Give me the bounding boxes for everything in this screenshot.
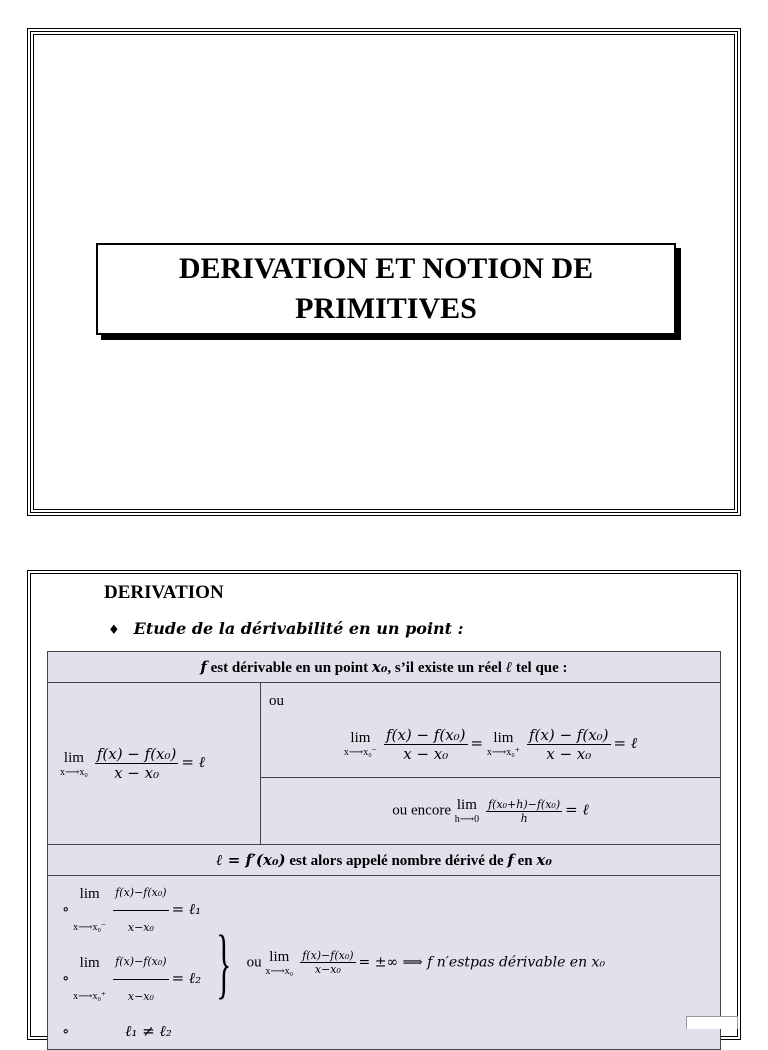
document-title (96, 243, 676, 335)
non-derivability-cell (48, 876, 721, 1050)
condition-list: ∘ lim x⟶x₀⁻ $\frac{\text{f(x)−f(x₀)}}{\text{x−x₀}}$ = ℓ₁ ∘ lim x⟶x₀⁺ $\frac{\text{f(x)−f(x₀)}}{\text{x−x₀}}$ = ℓ₂ ∘ ℓ₁ ≠ ℓ₂ (62, 876, 201, 1049)
right-brace: } (216, 918, 232, 1006)
h-limit-cell: ou encore lim h⟶0 $\frac{\text{f(x₀+h)−f(x₀)}}{h}$ = ℓ (261, 778, 721, 845)
title-line-2: PRIMITIVES (295, 292, 477, 325)
page-corner (686, 1016, 738, 1029)
conclusion-formula: ou lim x⟶x₀ $\frac{\text{f(x)−f(x₀)}}{\text{x−x₀}}$ = ±∞ ⟹ f n′estpas dérivable en x₀ (246, 948, 606, 977)
section-title: DERIVATION (104, 582, 224, 603)
subsection-heading: ♦ Etude de la dérivabilité en un point : (108, 619, 464, 638)
derivability-table (47, 651, 721, 1050)
title-line-1: DERIVATION ET NOTION DE (178, 252, 594, 285)
diamond-bullet-icon: ♦ (108, 623, 120, 638)
definition-header: f est dérivable en un point x₀, s’il existe un réel ℓ tel que : (48, 652, 721, 683)
limit-formula-cell: lim x⟶x₀ $\frac{\text{f(x) − f(x₀)}}{\text{x − x₀}}$ = ℓ (48, 683, 261, 845)
one-sided-limits-cell: ou lim x⟶x₀⁻ $\frac{\text{f(x) − f(x₀)}}{\text{x − x₀}}$ = lim x⟶x₀⁺ $\frac{\text{f(x) − f(x₀)}}{\text{x − x₀}}$ = ℓ (261, 683, 721, 778)
derivative-number-row: ℓ = f′(x₀) est alors appelé nombre dérivé de f en x₀ (48, 845, 721, 876)
